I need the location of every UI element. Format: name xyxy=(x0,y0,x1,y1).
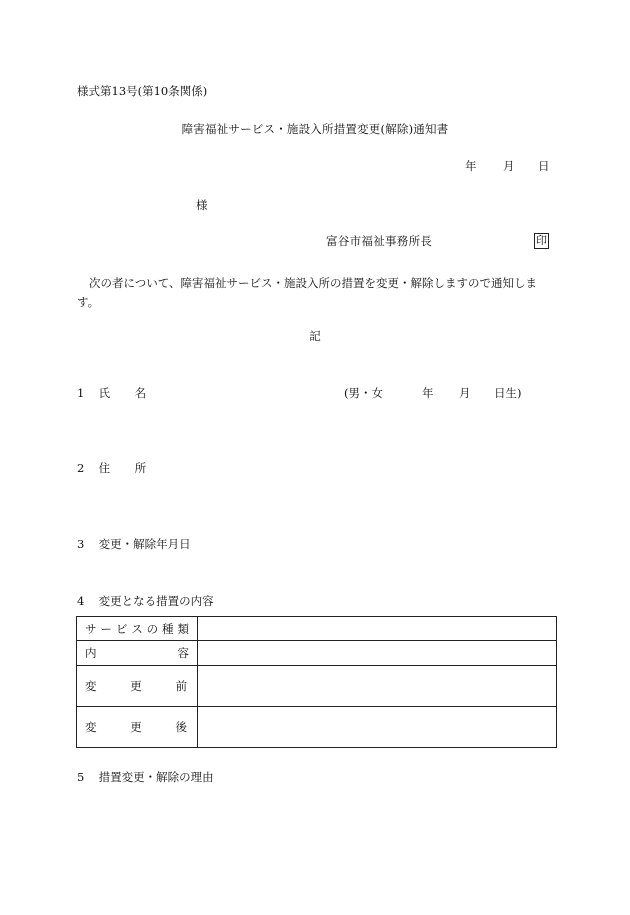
item-label-char: 名 xyxy=(134,386,147,400)
ki-heading: 記 xyxy=(309,329,321,343)
label-char: ー xyxy=(100,621,112,636)
item-reason xyxy=(77,772,214,784)
item-number: 5 xyxy=(77,770,85,784)
table-row xyxy=(77,617,557,641)
measure-table xyxy=(76,616,557,748)
item-number: 3 xyxy=(77,537,85,551)
date-month-label: 月 xyxy=(503,159,515,173)
item-label: 変更・解除年月日 xyxy=(98,537,191,551)
item-number: 4 xyxy=(77,594,85,608)
item-address xyxy=(77,463,146,475)
issuer-name: 富谷市福祉事務所長 xyxy=(326,234,433,248)
service-type-label xyxy=(77,617,198,641)
content-value[interactable] xyxy=(198,641,557,666)
before-change-value[interactable] xyxy=(198,666,557,707)
label-char: の xyxy=(146,621,159,636)
document-title: 障害福祉サービス・施設入所措置変更(解除)通知書 xyxy=(181,122,449,136)
notice-body-text: 次の者について、障害福祉サービス・施設入所の措置を変更・解除しますので通知します。 xyxy=(77,276,538,309)
addressee-suffix: 様 xyxy=(196,198,208,212)
content-label xyxy=(77,641,198,666)
seal-mark: 印 xyxy=(536,234,547,247)
item-measure-content xyxy=(77,596,214,608)
label-char: 前 xyxy=(175,679,187,693)
label-char: 種 xyxy=(162,621,174,636)
item-number: 1 xyxy=(77,386,85,400)
label-char: ス xyxy=(131,621,143,636)
item-label: 措置変更・解除の理由 xyxy=(98,770,214,784)
date-year-label: 年 xyxy=(465,159,477,173)
gender-choice: (男・女 xyxy=(344,386,383,400)
item-label-char: 所 xyxy=(134,461,147,475)
table-row xyxy=(77,707,557,748)
table-row xyxy=(77,666,557,707)
item-label-char: 氏 xyxy=(98,386,111,400)
label-char: サ xyxy=(85,621,97,636)
item-change-date xyxy=(77,539,191,551)
date-day-label: 日 xyxy=(538,159,550,173)
item-label-char: 住 xyxy=(98,461,111,475)
label-char: 変 xyxy=(85,679,97,693)
label-char: 更 xyxy=(130,679,142,693)
item-name xyxy=(77,388,146,400)
label-char: 更 xyxy=(130,720,142,734)
table-row xyxy=(77,641,557,666)
label-char: 容 xyxy=(177,646,189,660)
service-type-value[interactable] xyxy=(198,617,557,641)
item-label: 変更となる措置の内容 xyxy=(98,594,214,608)
birth-month-label: 月 xyxy=(459,386,471,400)
item-number: 2 xyxy=(77,461,85,475)
birth-day-label: 日生) xyxy=(494,386,522,400)
form-number: 様式第13号(第10条関係) xyxy=(77,84,208,98)
label-char: 内 xyxy=(85,646,97,660)
label-char: ビ xyxy=(115,621,128,636)
after-change-label xyxy=(77,707,198,748)
label-char: 類 xyxy=(177,621,189,636)
label-char: 後 xyxy=(175,720,187,734)
birth-year-label: 年 xyxy=(422,386,434,400)
after-change-value[interactable] xyxy=(198,707,557,748)
before-change-label xyxy=(77,666,198,707)
label-char: 変 xyxy=(85,720,97,734)
birth-info xyxy=(344,388,522,400)
